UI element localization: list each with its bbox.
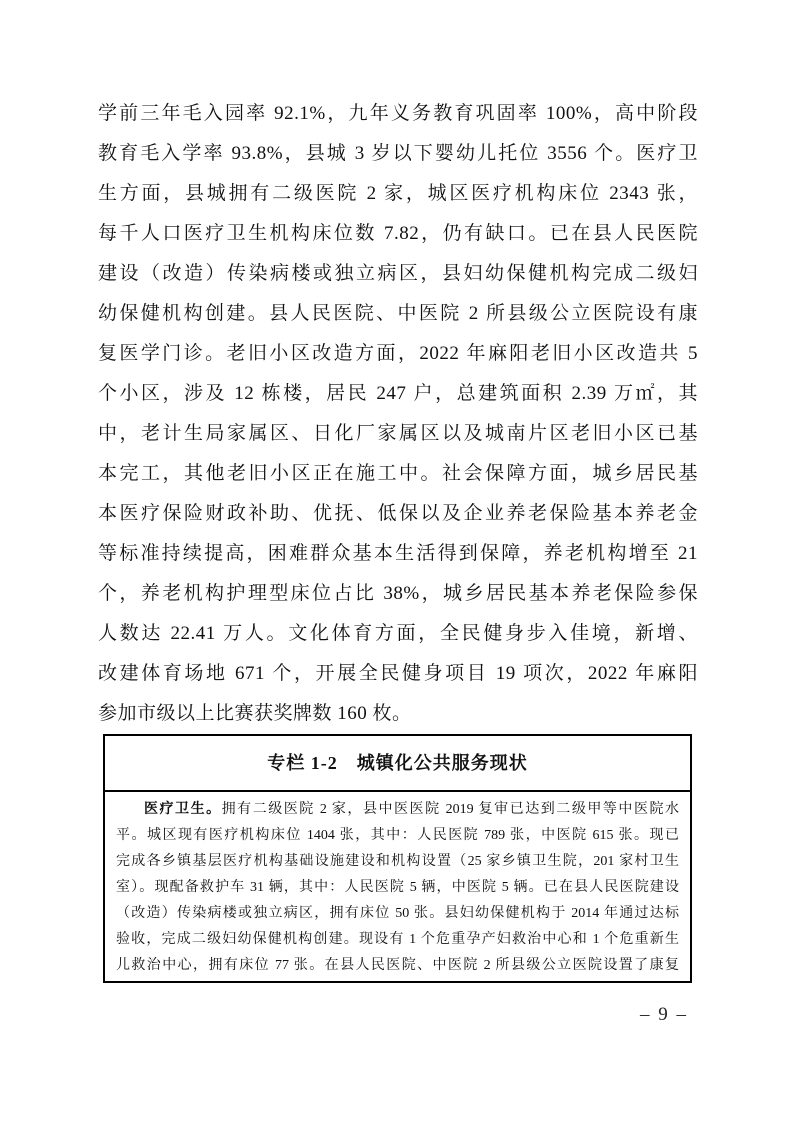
body-paragraph xyxy=(98,94,698,734)
column-box xyxy=(103,734,692,983)
column-box-body xyxy=(105,792,690,979)
paragraph-line: 中，老计生局家属区、日化厂家属区以及城南片区老旧小区已基 xyxy=(98,423,698,444)
page-number: – 9 – xyxy=(640,1004,688,1025)
paragraph-line: 生方面，县城拥有二级医院 2 家，城区医疗机构床位 2343 张， xyxy=(98,183,698,204)
paragraph-line: 改建体育场地 671 个，开展全民健身项目 19 项次，2022 年麻阳 xyxy=(98,663,698,684)
box-line: 验收，完成二级妇幼保健机构创建。现设有 1 个危重孕产妇救治中心和 1 个危重新生 xyxy=(116,932,679,947)
box-lead-label: 医疗卫生。 xyxy=(144,802,222,817)
box-line: （改造）传染病楼或独立病区，拥有床位 50 张。县妇幼保健机构于 2014 年通过达标 xyxy=(116,906,679,921)
paragraph-line: 建设（改造）传染病楼或独立病区，县妇幼保健机构完成二级妇 xyxy=(98,263,698,284)
box-first-line xyxy=(116,797,679,823)
box-lines xyxy=(116,823,679,979)
box-line: 儿救治中心，拥有床位 77 张。在县人民医院、中医院 2 所县级公立医院设置了康复 xyxy=(116,958,679,973)
paragraph-line: 个小区，涉及 12 栋楼，居民 247 户，总建筑面积 2.39 万㎡，其 xyxy=(98,383,698,404)
paragraph-line: 参加市级以上比赛获奖牌数 160 枚。 xyxy=(98,703,412,724)
box-line: 完成各乡镇基层医疗机构基础设施建设和机构设置（25 家乡镇卫生院，201 家村卫生 xyxy=(116,854,679,869)
box-line: 室）。现配备救护车 31 辆，其中：人民医院 5 辆，中医院 5 辆。已在县人民医院建设 xyxy=(116,880,679,895)
paragraph-line: 人数达 22.41 万人。文化体育方面，全民健身步入佳境，新增、 xyxy=(98,623,698,644)
paragraph-line: 本完工，其他老旧小区正在施工中。社会保障方面，城乡居民基 xyxy=(98,463,698,484)
paragraph-line: 学前三年毛入园率 92.1%，九年义务教育巩固率 100%，高中阶段 xyxy=(98,103,698,124)
paragraph-line: 复医学门诊。老旧小区改造方面，2022 年麻阳老旧小区改造共 5 xyxy=(98,343,698,364)
paragraph-line: 每千人口医疗卫生机构床位数 7.82，仍有缺口。已在县人民医院 xyxy=(98,223,698,244)
paragraph-line: 教育毛入学率 93.8%，县城 3 岁以下婴幼儿托位 3556 个。医疗卫 xyxy=(98,143,698,164)
box-first-line-text: 拥有二级医院 2 家，县中医医院 2019 复审已达到二级甲等中医院水 xyxy=(221,802,679,817)
box-line: 平。城区现有医疗机构床位 1404 张，其中：人民医院 789 张，中医院 615 张。现已 xyxy=(116,828,679,843)
paragraph-line: 等标准持续提高，困难群众基本生活得到保障，养老机构增至 21 xyxy=(98,543,698,564)
paragraph-line: 个，养老机构护理型床位占比 38%，城乡居民基本养老保险参保 xyxy=(98,583,698,604)
paragraph-line: 幼保健机构创建。县人民医院、中医院 2 所县级公立医院设有康 xyxy=(98,303,698,324)
column-box-title: 专栏 1-2 城镇化公共服务现状 xyxy=(105,736,690,792)
paragraph-line: 本医疗保险财政补助、优抚、低保以及企业养老保险基本养老金 xyxy=(98,503,698,524)
